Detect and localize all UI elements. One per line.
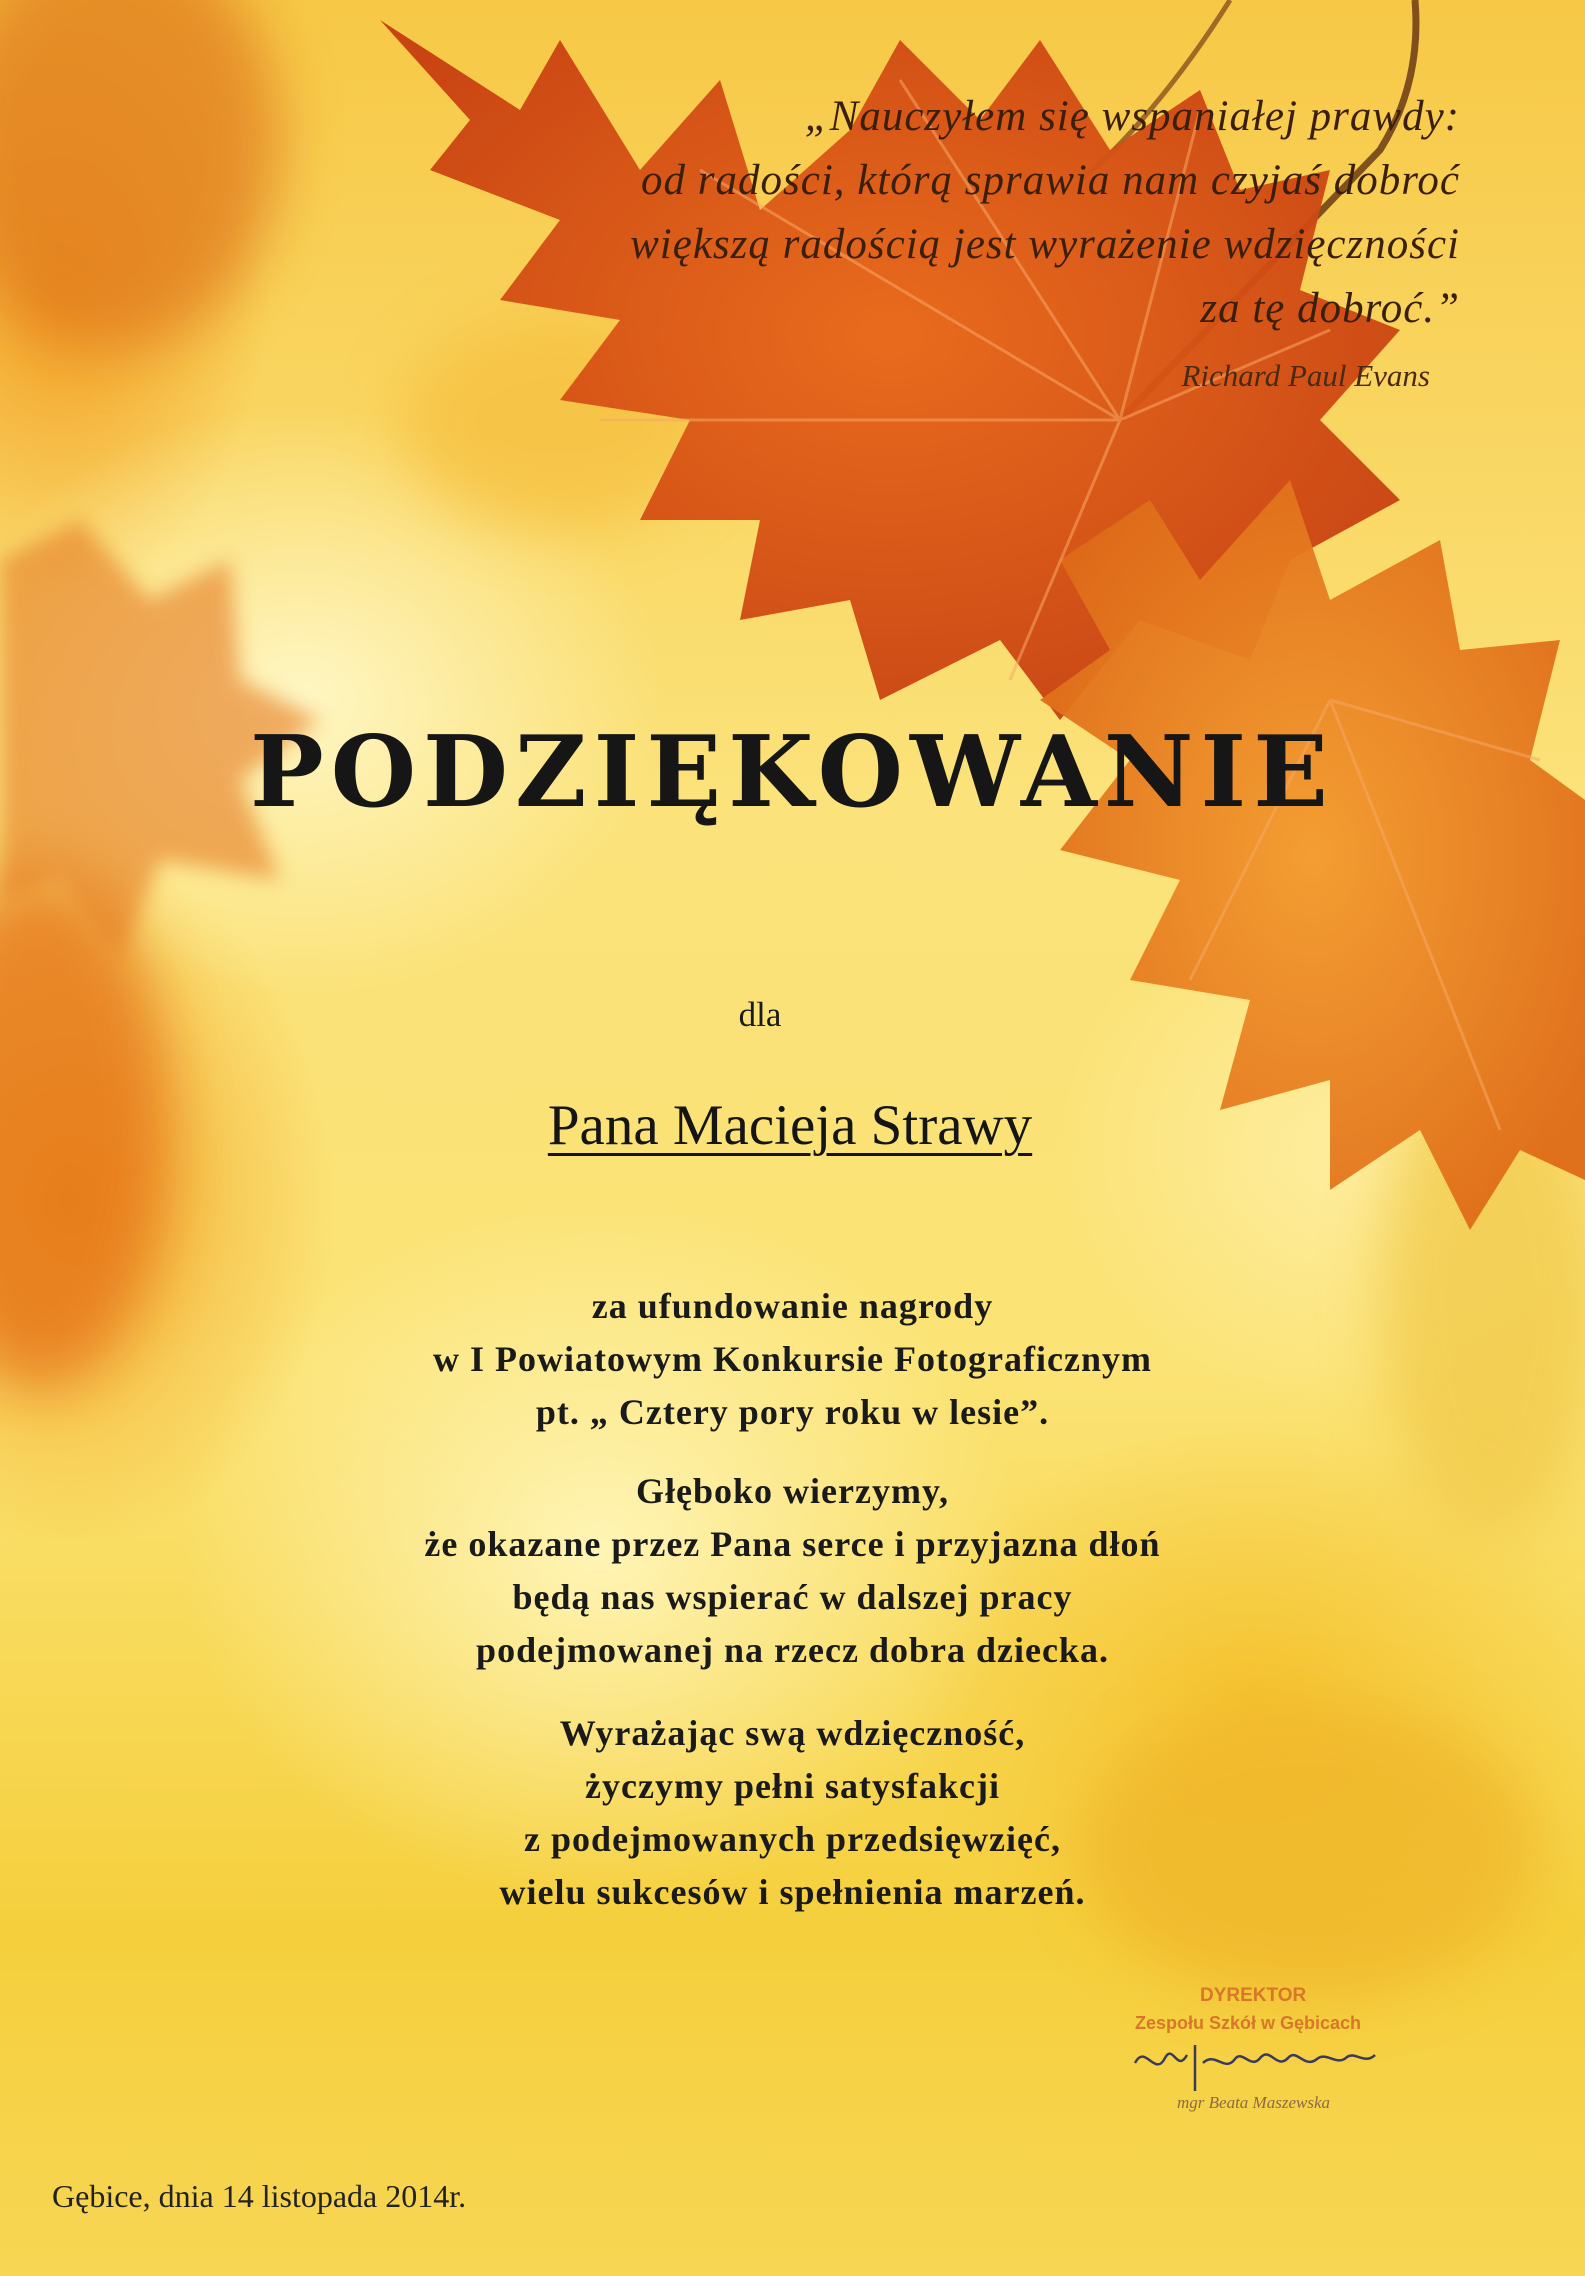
quote-author: Richard Paul Evans xyxy=(1181,358,1430,393)
for-label: dla xyxy=(738,995,782,1034)
epigraph-quote xyxy=(360,85,1460,341)
issue-date: Gębice, dnia 14 listopada 2014r. xyxy=(52,2178,467,2214)
belief-paragraph xyxy=(0,1465,1585,1677)
paragraph-line: że okazane przez Pana serce i przyjazna dłoń xyxy=(424,1524,1161,1564)
recipient-name xyxy=(0,1093,1580,1158)
paragraph-line: Wyrażając swą wdzięczność, xyxy=(559,1713,1026,1753)
stamp-institution: Zespołu Szkół w Gębicach xyxy=(1135,2013,1362,2033)
stamp-name: mgr Beata Maszewska xyxy=(1177,2093,1330,2112)
paragraph-line: Głęboko wierzymy, xyxy=(636,1471,949,1511)
paragraph-line: pt. „ Cztery pory roku w lesie”. xyxy=(535,1392,1050,1432)
paragraph-line: wielu sukcesów i spełnienia marzeń. xyxy=(499,1872,1086,1912)
certificate-title: PODZIĘKOWANIE xyxy=(250,715,1335,830)
paragraph-line: za ufundowanie nagrody xyxy=(591,1286,994,1326)
wishes-paragraph xyxy=(0,1707,1585,1919)
paragraph-line: będą nas wspierać w dalszej pracy xyxy=(512,1577,1073,1617)
handwritten-signature xyxy=(1125,2033,1385,2093)
quote-line: „Nauczyłem się wspaniałej prawdy: xyxy=(804,93,1460,140)
reason-paragraph xyxy=(0,1280,1585,1439)
paragraph-line: życzymy pełni satysfakcji xyxy=(585,1766,1000,1806)
stamp-title: DYREKTOR xyxy=(1200,1985,1307,2006)
paragraph-line: z podejmowanych przedsięwzięć, xyxy=(524,1819,1061,1859)
director-stamp xyxy=(1125,1975,1425,2145)
recipient-name-text: Pana Macieja Strawy xyxy=(547,1094,1033,1157)
quote-line: od radości, którą sprawia nam czyjaś dobroć xyxy=(641,157,1460,204)
paragraph-line: podejmowanej na rzecz dobra dziecka. xyxy=(476,1630,1109,1670)
quote-line: za tę dobroć.” xyxy=(1200,285,1460,332)
paragraph-line: w I Powiatowym Konkursie Fotograficznym xyxy=(433,1339,1152,1379)
quote-line: większą radością jest wyrażenie wdzięczności xyxy=(630,221,1460,268)
